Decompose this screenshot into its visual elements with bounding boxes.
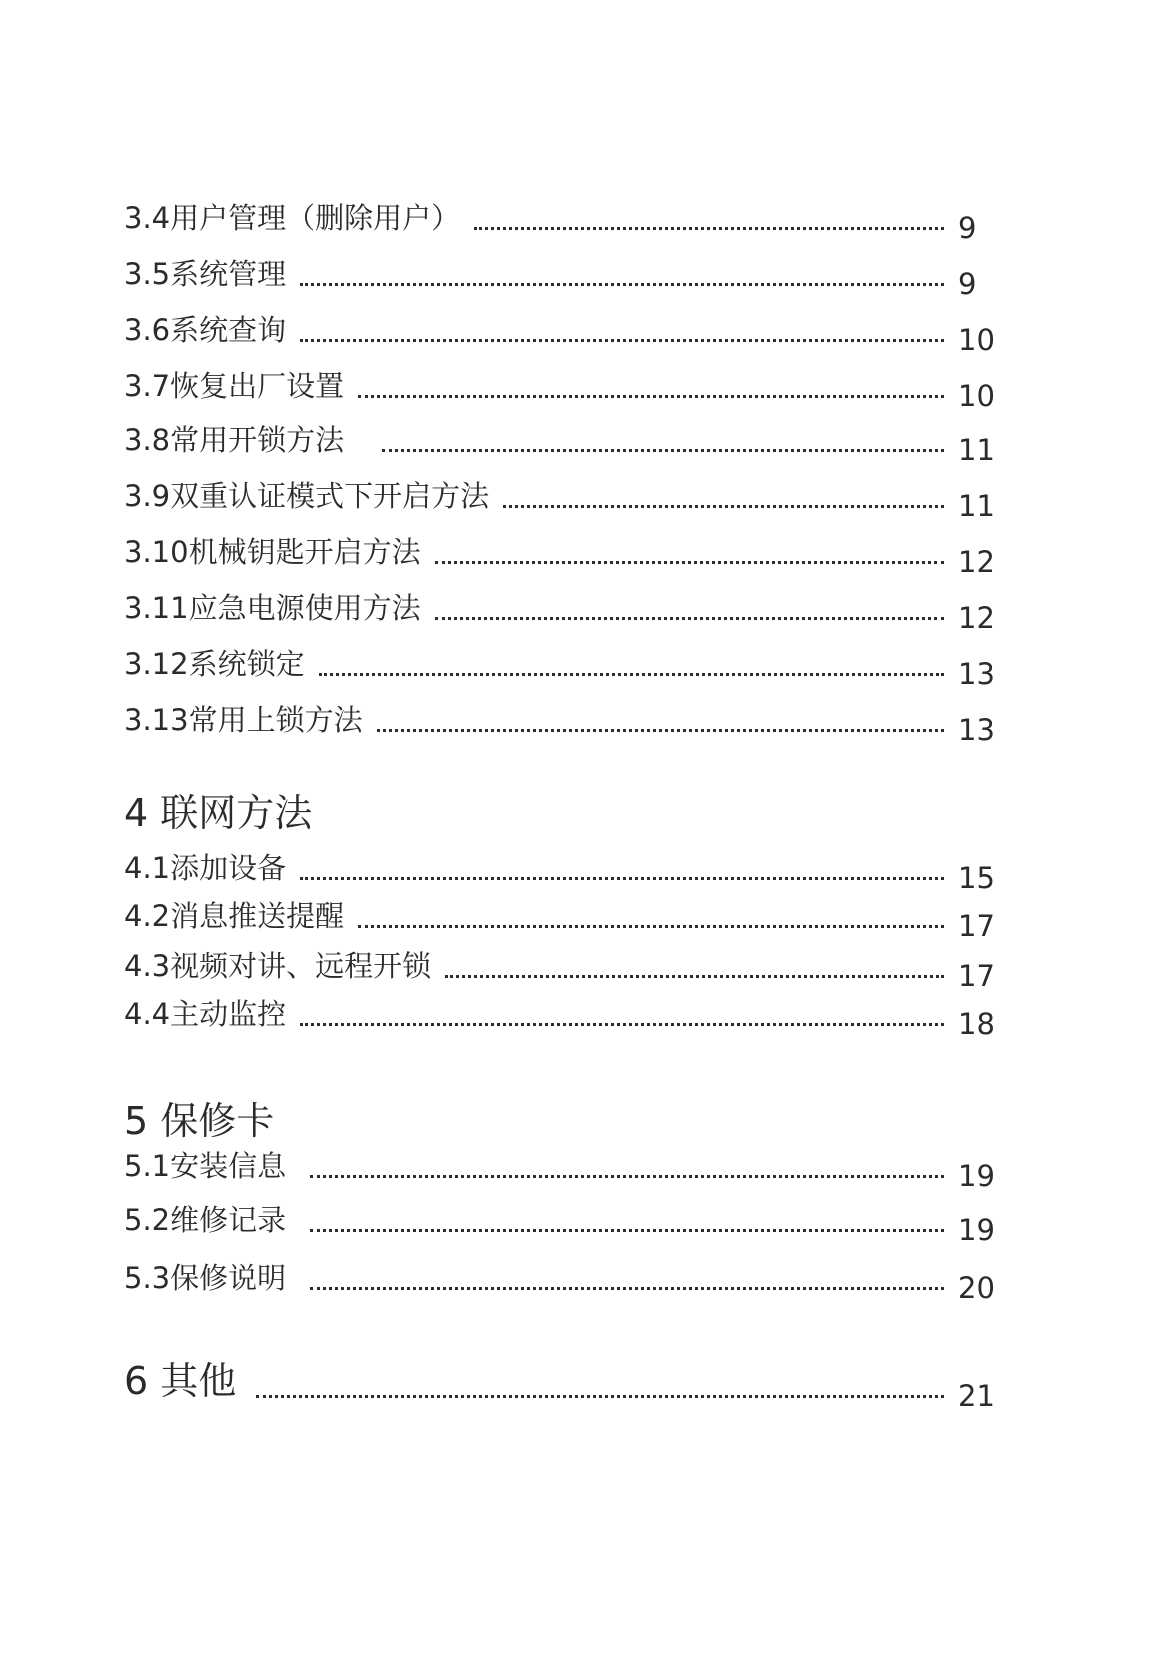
dot-leader	[300, 1023, 944, 1026]
toc-entry-label: 5.2维修记录	[124, 1203, 287, 1237]
toc-entry-label: 3.11应急电源使用方法	[124, 591, 421, 625]
dot-leader	[382, 449, 944, 452]
dot-leader	[310, 1175, 944, 1178]
dot-leader	[358, 925, 944, 928]
toc-entry-label: 3.4用户管理（删除用户）	[124, 201, 461, 235]
dot-leader	[310, 1287, 944, 1290]
toc-entry-page: 12	[958, 601, 995, 635]
toc-entry-3-5[interactable]	[124, 252, 1014, 301]
toc-entry-4-3[interactable]	[124, 944, 1014, 993]
toc-entry-page: 17	[958, 909, 995, 943]
toc-entry-page: 20	[958, 1271, 995, 1305]
toc-entry-label: 6 其他	[124, 1359, 237, 1403]
dot-leader	[358, 395, 944, 398]
dot-leader	[256, 1395, 944, 1398]
toc-entry-label: 4.4主动监控	[124, 997, 287, 1031]
dot-leader	[319, 673, 944, 676]
toc-entry-3-11[interactable]	[124, 586, 1014, 635]
toc-entry-label: 3.10机械钥匙开启方法	[124, 535, 421, 569]
toc-entry-4-1[interactable]	[124, 846, 1014, 895]
toc-entry-page: 19	[958, 1159, 995, 1193]
toc-entry-page: 10	[958, 379, 995, 413]
dot-leader	[435, 561, 944, 564]
toc-entry-3-7[interactable]	[124, 364, 1014, 413]
toc-entry-label: 3.8常用开锁方法	[124, 423, 345, 457]
dot-leader	[445, 975, 944, 978]
toc-entry-5-2[interactable]	[124, 1198, 1014, 1247]
dot-leader	[435, 617, 944, 620]
toc-entry-4-4[interactable]	[124, 992, 1014, 1041]
toc-entry-label: 5.3保修说明	[124, 1261, 287, 1295]
toc-entry-label: 3.12系统锁定	[124, 647, 305, 681]
dot-leader	[300, 339, 944, 342]
toc-entry-page: 13	[958, 713, 995, 747]
toc-entry-3-8[interactable]	[124, 418, 1014, 467]
dot-leader	[310, 1229, 944, 1232]
toc-entry-4-2[interactable]	[124, 894, 1014, 943]
toc-entry-3-10[interactable]	[124, 530, 1014, 579]
dot-leader	[474, 227, 944, 230]
toc-entry-label: 4.3视频对讲、远程开锁	[124, 949, 432, 983]
toc-entry-label: 3.13常用上锁方法	[124, 703, 363, 737]
toc-entry-label: 3.9双重认证模式下开启方法	[124, 479, 490, 513]
toc-entry-page: 10	[958, 323, 995, 357]
toc-entry-3-9[interactable]	[124, 474, 1014, 523]
toc-entry-page: 13	[958, 657, 995, 691]
dot-leader	[503, 505, 944, 508]
toc-entry-label: 3.7恢复出厂设置	[124, 369, 345, 403]
toc-entry-page: 17	[958, 959, 995, 993]
toc-entry-page: 9	[958, 211, 977, 245]
toc-entry-5-3[interactable]	[124, 1256, 1014, 1305]
toc-entry-page: 12	[958, 545, 995, 579]
toc-entry-page: 21	[958, 1379, 995, 1413]
toc-entry-3-4[interactable]	[124, 196, 1014, 245]
toc-entry-label: 3.5系统管理	[124, 257, 287, 291]
toc-entry-5-1[interactable]	[124, 1144, 1014, 1193]
toc-entry-label: 4.2消息推送提醒	[124, 899, 345, 933]
toc-entry-page: 9	[958, 267, 977, 301]
toc-entry-label: 4.1添加设备	[124, 851, 287, 885]
dot-leader	[300, 877, 944, 880]
dot-leader	[377, 729, 944, 732]
toc-entry-6[interactable]	[124, 1356, 1014, 1413]
toc-entry-label: 3.6系统查询	[124, 313, 287, 347]
toc-entry-label: 5.1安装信息	[124, 1149, 287, 1183]
toc-entry-3-13[interactable]	[124, 698, 1014, 747]
toc-entry-page: 19	[958, 1213, 995, 1247]
toc-entry-3-12[interactable]	[124, 642, 1014, 691]
toc-entry-page: 15	[958, 861, 995, 895]
toc-entry-page: 11	[958, 433, 995, 467]
toc-entry-page: 18	[958, 1007, 995, 1041]
toc-entry-3-6[interactable]	[124, 308, 1014, 357]
dot-leader	[300, 283, 944, 286]
toc-entry-page: 11	[958, 489, 995, 523]
section-heading-5: 5 保修卡	[124, 1099, 275, 1143]
section-heading-4: 4 联网方法	[124, 791, 313, 835]
